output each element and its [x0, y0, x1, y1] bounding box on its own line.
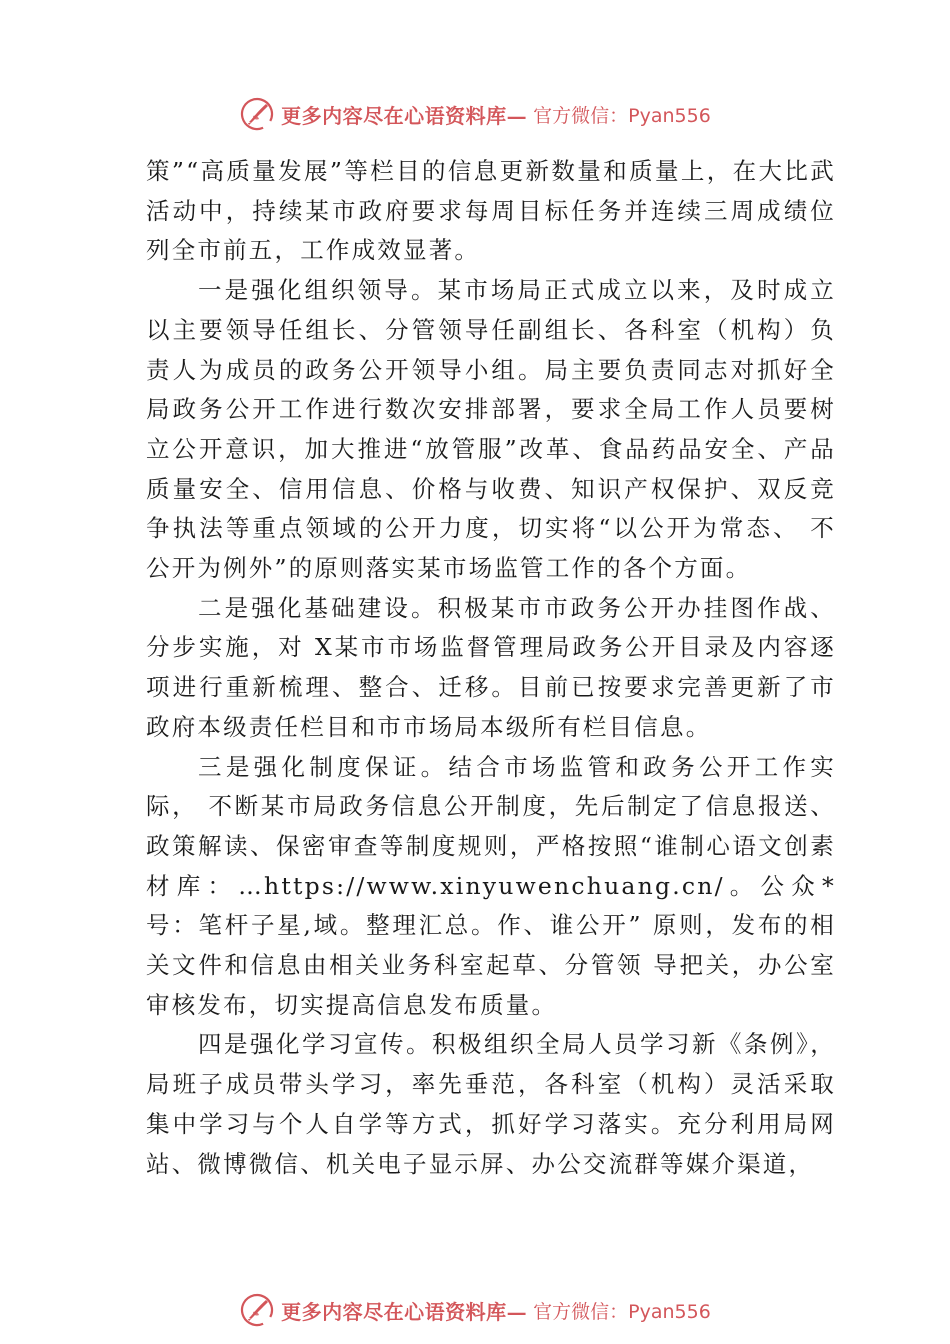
paragraph-study-publicity: 四是强化学习宣传。积极组织全局人员学习新《条例》，局班子成员带头学习，率先垂范，各科室（机构）灵活采取集中学习与个人自学等方式，抓好学习落实。充分利用局网站、微博微信、机关电子显示屏、办公交流群等媒介渠道， [146, 1030, 836, 1178]
paragraph-continuation: 策”“高质量发展”等栏目的信息更新数量和质量上，在大比武活动中，持续某市政府要求每周目标任务并连续三周成绩位列全市前五，工作成效显著。 [146, 157, 836, 265]
banner-title: 更多内容尽在心语资料库— [281, 103, 528, 128]
paragraph-system-guarantee: 三是强化制度保证。结合市场监管和政务公开工作实际， 不断某市局政务信息公开制度，先后制定了信息报送、政策解读、保密审查等制度规则，严格按照“谁制心语文创素材库：…https://www.xinyuwenchuang.cn/。公众*号：笔杆子星,域。整理汇总。作、谁公开” 原则，发布的相关文件和信息由相关业务科室起草、分管领 导把关，办公室审核发布，切实提高信息发布质量。 [146, 752, 836, 1019]
writing-hand-logo-icon [239, 96, 275, 132]
paragraph-infrastructure: 二是强化基础建设。积极某市市政务公开办挂图作战、分步实施，对 X某市市场监督管理局政务公开目录及内容逐项进行重新梳理、整合、迁移。目前已按要求完善更新了市政府本级责任栏目和市市场局本级所有栏目信息。 [146, 593, 836, 741]
banner-title: 更多内容尽在心语资料库— [281, 1299, 528, 1324]
document-body [146, 152, 836, 1184]
footer-banner [0, 1290, 950, 1330]
header-banner [0, 94, 950, 134]
banner-wechat: 官方微信：Pyan556 [533, 104, 711, 127]
paragraph-organization-leadership: 一是强化组织领导。某市场局正式成立以来，及时成立以主要领导任组长、分管领导任副组长、各科室（机构）负责人为成员的政务公开领导小组。局主要负责同志对抓好全局政务公开工作进行数次安排部署，要求全局工作人员要树立公开意识，加大推进“放管服”改革、食品药品安全、产品质量安全、信用信息、价格与收费、知识产权保护、双反竞争执法等重点领域的公开力度，切实将“以公开为常态、 不公开为例外”的原则落实某市场监管工作的各个方面。 [146, 276, 836, 583]
banner-wechat: 官方微信：Pyan556 [533, 1300, 711, 1323]
writing-hand-logo-icon [239, 1292, 275, 1328]
